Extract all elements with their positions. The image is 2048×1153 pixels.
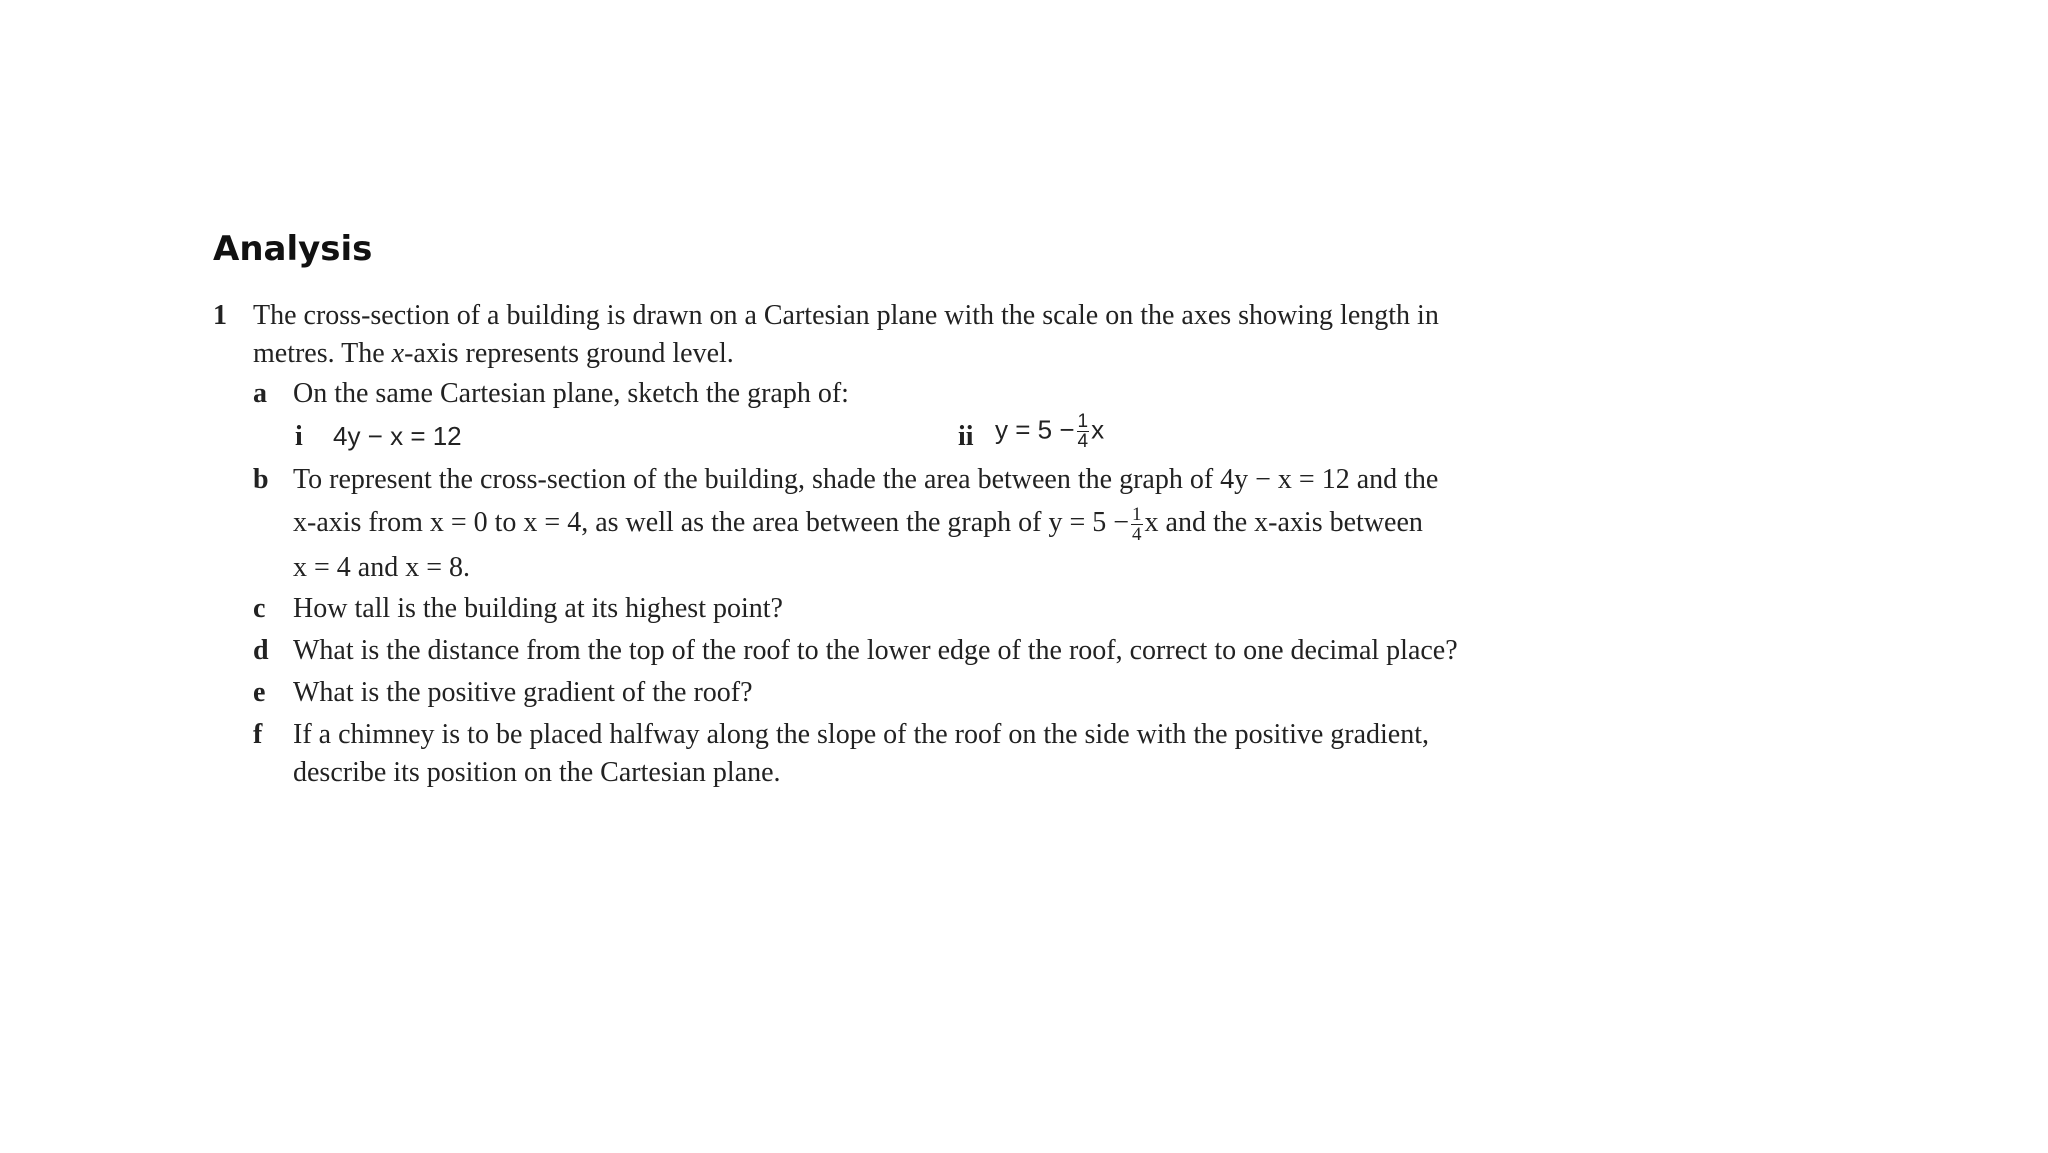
part-b-text: x and the x-axis between [1144,506,1423,538]
part-e-label: e [253,677,266,708]
numerator: 1 [1077,411,1089,432]
part-f-label: f [253,719,263,750]
part-c-label: c [253,593,266,624]
numerator: 1 [1132,504,1142,525]
question-number: 1 [213,300,227,331]
question-intro-line1: The cross-section of a building is drawn on a Cartesian plane with the scale on the axes showing length in [253,300,1439,331]
equation-i: 4y − x = 12 [333,421,462,451]
part-b-line1: To represent the cross-section of the building, shade the area between the graph of 4y − x = 12 and the [293,464,1439,495]
denominator: 4 [1132,524,1142,545]
part-d-label: d [253,635,269,666]
part-b-line2 [293,505,1423,544]
part-a-ii-label: ii [958,421,974,452]
intro-text: metres. The [253,338,392,369]
part-a-i-label: i [295,421,303,452]
part-d-text: What is the distance from the top of the roof to the lower edge of the roof, correct to one decimal place? [293,635,1458,666]
intro-variable: x [391,338,405,369]
part-c-text: How tall is the building at its highest point? [293,593,783,624]
part-f-line1: If a chimney is to be placed halfway along the slope of the roof on the side with the positive gradient, [293,719,1430,750]
equation-ii [995,412,1104,451]
intro-text: -axis represents ground level. [404,338,734,369]
fraction [1131,505,1143,544]
denominator: 4 [1077,431,1089,452]
part-b-text: x-axis from x = 0 to x = 4, as well as the area between the graph of y = 5 − [293,506,1130,538]
question-intro-line2 [253,340,734,368]
fraction [1077,412,1090,451]
part-e-text: What is the positive gradient of the roof? [293,677,753,708]
part-a-text: On the same Cartesian plane, sketch the graph of: [293,378,849,409]
part-b-label: b [253,464,269,495]
equation-text: y = 5 − [995,414,1075,445]
equation-text: x [1091,414,1105,445]
part-f-line2: describe its position on the Cartesian plane. [293,757,781,788]
part-b-line3: x = 4 and x = 8. [293,552,471,583]
section-heading: Analysis [213,229,373,269]
part-a-label: a [253,378,267,409]
